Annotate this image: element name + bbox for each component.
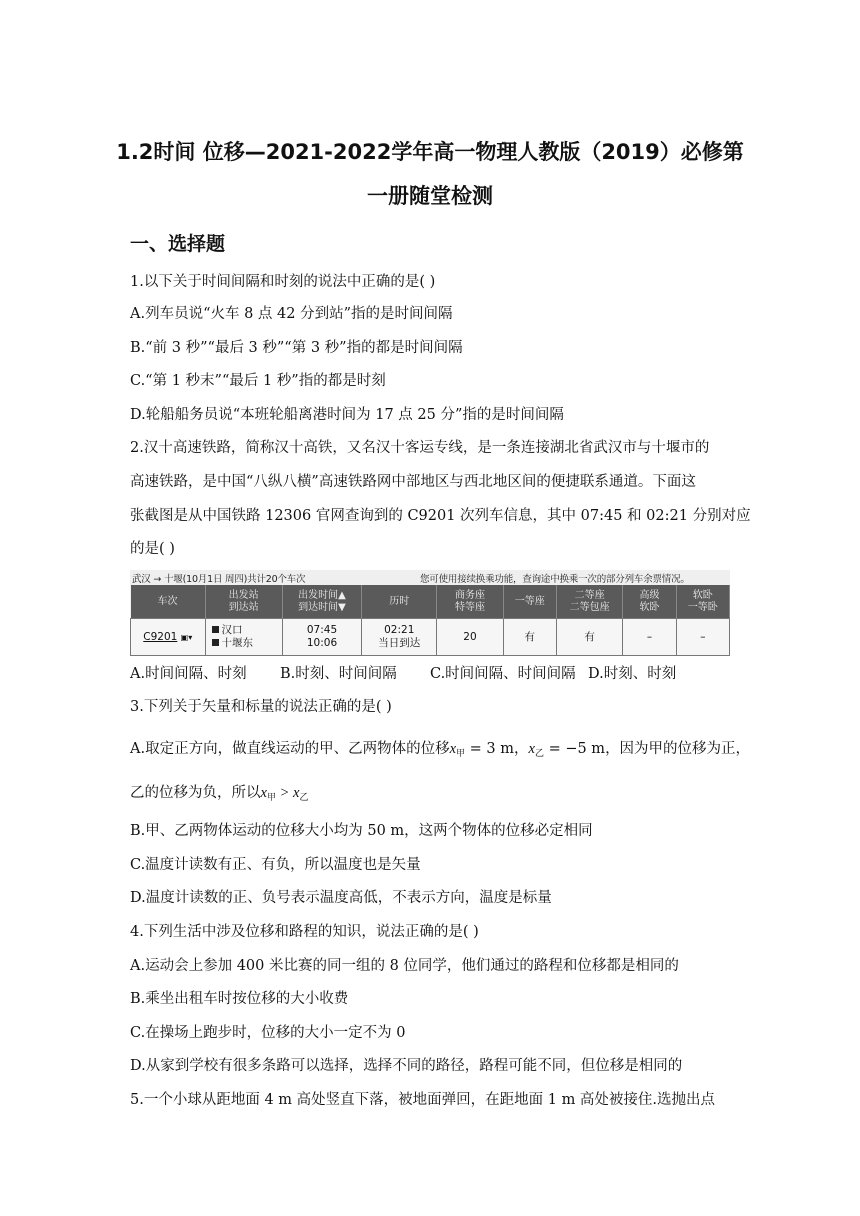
q3-option-d: D.温度计读数的正、负号表示温度高低，不表示方向，温度是标量 xyxy=(130,890,552,906)
section-heading: 一、选择题 xyxy=(130,233,226,255)
arrive-time: 10:06 xyxy=(306,637,338,649)
q3-option-a-line1 xyxy=(130,739,750,763)
document-title-line1: 1.2时间 位移—2021-2022学年高一物理人教版（2019）必修第 xyxy=(116,140,744,164)
q3-a-x1: = 3 m， xyxy=(469,741,529,757)
screenshot-caption-left: 武汉 → 十堰(10月1日 周四)共计20个车次 xyxy=(132,574,306,585)
q1-option-c: C.“第 1 秒末”“最后 1 秒”指的都是时刻 xyxy=(130,373,386,389)
q2-stem-line2: 高速铁路，是中国“八纵八横”高速铁路网中部地区与西北地区间的便捷联系通道。下面这 xyxy=(130,474,696,490)
q3-a-l2: 乙的位移为负，所以 xyxy=(130,785,261,801)
header-second: 二等座 二等包座 xyxy=(556,585,622,619)
q3-option-c: C.温度计读数有正、有负，所以温度也是矢量 xyxy=(130,857,421,873)
cell-stations xyxy=(205,619,282,656)
q3-option-a-line2 xyxy=(130,783,308,807)
train-table-row xyxy=(131,619,730,656)
header-business: 商务座 特等座 xyxy=(437,585,503,619)
end-station-icon xyxy=(212,639,219,646)
q3-a-x2: = −5 m xyxy=(548,741,606,757)
q5-stem-line1: 5.一个小球从距地面 4 m 高处竖直下落，被地面弹回，在距地面 1 m 高处被接住.选抛出点 xyxy=(130,1092,716,1108)
x-yi: $x_乙$ xyxy=(528,741,544,758)
arrive-day: 当日到达 xyxy=(378,637,421,649)
header-duration: 历时 xyxy=(362,585,437,619)
q1-stem: 1.以下关于时间间隔和时刻的说法中正确的是( ) xyxy=(130,274,436,290)
q4-option-b: B.乘坐出租车时按位移的大小收费 xyxy=(130,991,349,1007)
header-train: 车次 xyxy=(131,585,206,619)
depart-time: 07:45 xyxy=(306,624,338,636)
train-table-header xyxy=(131,585,730,619)
q4-option-c: C.在操场上跑步时，位移的大小一定不为 0 xyxy=(130,1025,406,1041)
q4-option-d: D.从家到学校有很多条路可以选择，选择不同的路径，路程可能不同，但位移是相同的 xyxy=(130,1058,683,1074)
q4-stem: 4.下列生活中涉及位移和路程的知识，说法正确的是( ) xyxy=(130,924,479,940)
x-jia: $x_甲$ xyxy=(449,741,466,758)
cell-train[interactable] xyxy=(131,619,206,656)
cell-second: 有 xyxy=(556,619,622,656)
duration: 02:21 xyxy=(384,624,415,636)
q3-a-text: A.取定正方向，做直线运动的甲、乙两物体的位移 xyxy=(130,741,450,757)
train-number-link[interactable]: C9201 xyxy=(143,630,178,643)
q2-stem-line1: 2.汉十高速铁路，简称汉十高铁，又名汉十客运专线，是一条连接湖北省武汉市与十堰市的 xyxy=(130,440,710,456)
q1-option-d: D.轮船船务员说“本班轮船离港时间为 17 点 25 分”指的是时间间隔 xyxy=(130,407,564,423)
q2-options xyxy=(130,664,676,684)
to-station: 十堰东 xyxy=(221,637,254,649)
q2-option-b: B.时刻、时间间隔 xyxy=(280,666,397,682)
x-jia-compare: $x_甲 > x_乙$ xyxy=(260,785,309,802)
q2-option-a: A.时间间隔、时刻 xyxy=(130,666,247,682)
cell-duration xyxy=(362,619,437,656)
screenshot-caption-right: 您可使用接续换乘功能，查询途中换乘一次的部分列车余票情况。 xyxy=(420,574,690,585)
q3-a-post: ，因为甲的位移为正， xyxy=(605,741,751,757)
train-icon: ▣▾ xyxy=(180,632,193,642)
from-station: 汉口 xyxy=(221,624,243,636)
q1-option-b: B.“前 3 秒”“最后 3 秒”“第 3 秒”指的都是时间间隔 xyxy=(130,340,463,356)
cell-soft: – xyxy=(676,619,729,656)
q3-stem: 3.下列关于矢量和标量的说法正确的是( ) xyxy=(130,699,392,715)
header-stations: 出发站 到达站 xyxy=(205,585,282,619)
q3-option-b: B.甲、乙两物体运动的位移大小均为 50 m，这两个物体的位移必定相同 xyxy=(130,823,593,839)
cell-times xyxy=(282,619,361,656)
start-station-icon xyxy=(212,626,219,633)
cell-first: 有 xyxy=(503,619,556,656)
cell-business: 20 xyxy=(437,619,503,656)
q2-option-d: D.时刻、时刻 xyxy=(588,666,677,682)
header-soft: 软卧 一等卧 xyxy=(676,585,729,619)
q2-stem-line4: 的是( ) xyxy=(130,541,175,557)
header-first: 一等座 xyxy=(503,585,556,619)
header-soft-high: 高级 软卧 xyxy=(623,585,676,619)
document-title-line2: 一册随堂检测 xyxy=(367,184,493,208)
train-table xyxy=(130,585,730,656)
cell-soft-high: – xyxy=(623,619,676,656)
train-schedule-screenshot xyxy=(130,570,730,655)
q2-option-c: C.时间间隔、时间间隔 xyxy=(430,666,576,682)
header-times: 出发时间▲ 到达时间▼ xyxy=(282,585,361,619)
q1-option-a: A.列车员说“火车 8 点 42 分到站”指的是时间间隔 xyxy=(130,306,453,322)
q2-stem-line3: 张截图是从中国铁路 12306 官网查询到的 C9201 次列车信息，其中 07:45 和 02:21 分别对应 xyxy=(130,508,751,524)
q4-option-a: A.运动会上参加 400 米比赛的同一组的 8 位同学，他们通过的路程和位移都是相同的 xyxy=(130,958,679,974)
